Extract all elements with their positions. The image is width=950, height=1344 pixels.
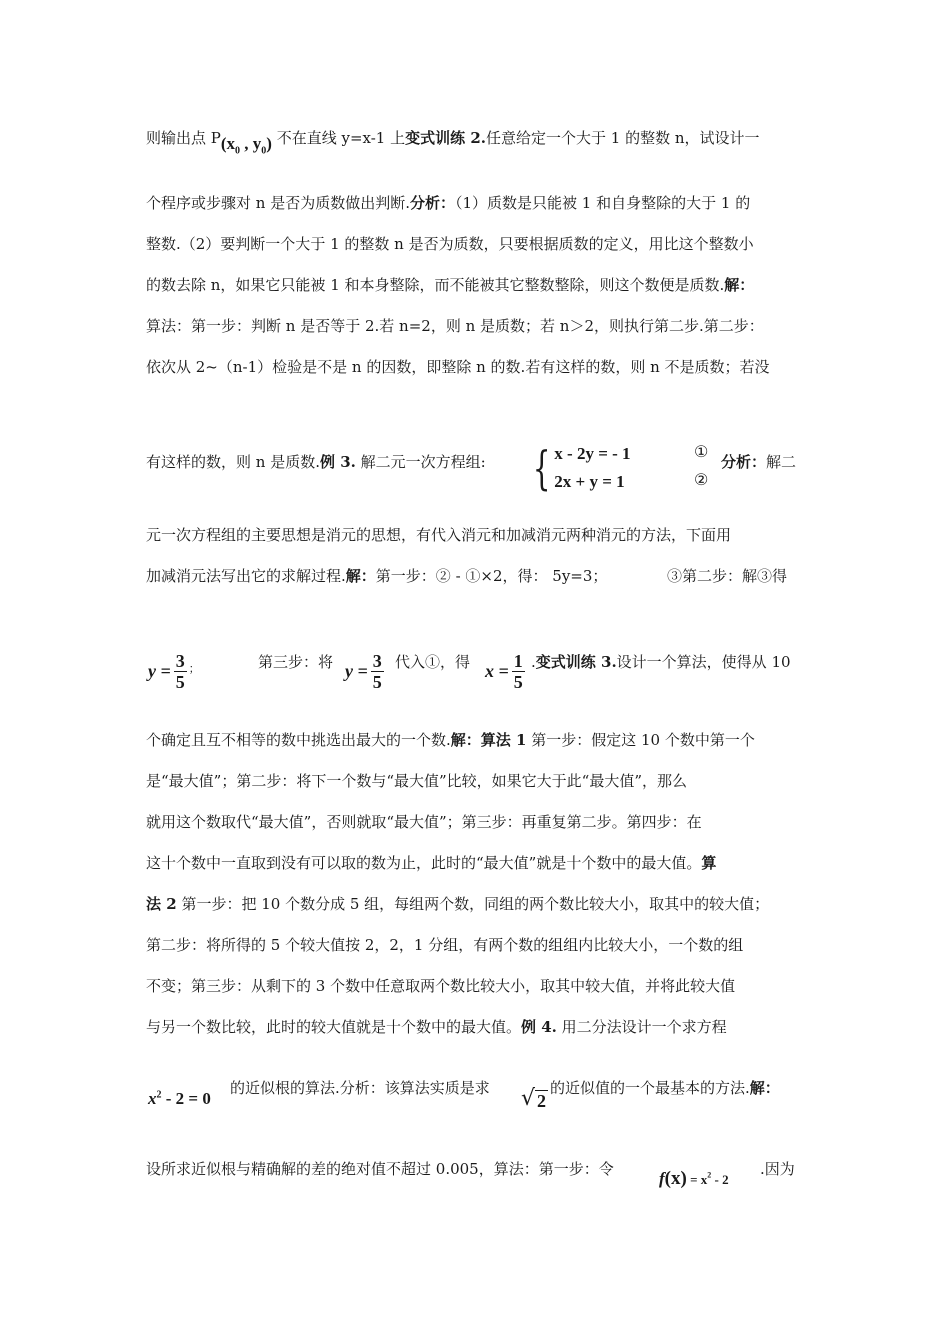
line-19-text: 的近似根的算法.分析：该算法实质是求 <box>230 1079 490 1097</box>
heading-example-3: 例 3. <box>319 453 356 471</box>
line-1 <box>146 128 760 155</box>
left-brace: { <box>532 441 551 495</box>
line-10-step3: 第三步：将 <box>258 653 334 671</box>
line-18: 与另一个数比较，此时的较大值就是十个数中的最大值。例 4. 用二分法设计一个求方程 <box>146 1018 727 1036</box>
heading-algorithm-2: 法 2 <box>146 895 177 913</box>
line-8: 元一次方程组的主要思想是消元的思想，有代入消元和加减消元两种消元的方法，下面用 <box>146 526 732 544</box>
label-analysis: 分析： <box>409 194 455 212</box>
line-10-tail: .变式训练 3.设计一个算法，使得从 10 <box>531 653 791 671</box>
line-4: 的数去除 n，如果它只能被 1 和本身整除，而不能被其它整数整除，则这个数便是质数.解： <box>146 276 755 294</box>
line-20: 设所求近似根与精确解的差的绝对值不超过 0.005，算法：第一步：令 <box>146 1160 614 1178</box>
equation-y-1: y = $\frac{3}{5}$ ； <box>148 651 200 692</box>
line-7-tail: 分析：解二 <box>721 453 797 471</box>
line-6: 依次从 2~（n-1）检验是不是 n 的因数，即整除 n 的数.若有这样的数，则 n 不是质数；若没 <box>146 358 770 376</box>
sqrt-2: √ 2 <box>521 1086 547 1111</box>
heading-algorithm-1: 算法 1 <box>480 731 527 749</box>
equation-2: 2x + y = 1 <box>554 472 625 491</box>
label-solution: 解： <box>724 276 755 294</box>
line-16: 第二步：将所得的 5 个较大值按 2，2，1 分组，有两个数的组组内比较大小，一个数的组 <box>146 936 744 954</box>
line-17: 不变；第三步：从剩下的 3 个数中任意取两个数比较大小，取其中较大值，并将此较大值 <box>146 977 736 995</box>
equation-mark-2: ② <box>694 470 709 489</box>
line-5: 算法：第一步：判断 n 是否等于 2.若 n=2，则 n 是质数；若 n＞2，则执行第二步.第二步： <box>146 317 764 335</box>
line-11: 个确定且互不相等的数中挑选出最大的一个数.解：算法 1 第一步：假定这 10 个数中第一个 <box>146 731 755 749</box>
line-14: 这十个数中一直取到没有可以取的数为止，此时的“最大值”就是十个数中的最大值。算 <box>146 854 717 872</box>
line-9-tail: ③第二步：解③得 <box>667 567 788 585</box>
line-9: 加减消元法写出它的求解过程.解：第一步：② - ①×2，得： 5y=3； <box>146 567 608 585</box>
equation-x: x = $\frac{1}{5}$ <box>485 651 523 692</box>
point-coordinates: ($x_0$ , $y_0$) <box>220 134 272 157</box>
equation-mark-1: ① <box>694 442 709 461</box>
equation-y-2: y = $\frac{3}{5}$ <box>345 651 382 692</box>
heading-example-4: 例 4. <box>521 1018 557 1036</box>
equation-1: x - 2y = - 1 <box>554 444 631 463</box>
line-19-tail: 的近似值的一个最基本的方法.解： <box>550 1079 780 1097</box>
function-f: $f(x) = x^2 - 2$ <box>659 1168 729 1189</box>
line-3: 整数.（2）要判断一个大于 1 的整数 n 是否为质数，只要根据质数的定义，用比这个整数小 <box>146 235 754 253</box>
line-12: 是“最大值”；第二步：将下一个数与“最大值”比较，如果它大于此“最大值”，那么 <box>146 772 688 790</box>
line-15: 法 2 第一步：把 10 个数分成 5 组，每组两个数，同组的两个数比较大小，取其中的较大值； <box>146 895 770 913</box>
text: 则输出点 P <box>146 129 221 147</box>
line-2: 个程序或步骤对 n 是否为质数做出判断.分析：（1）质数是只能被 1 和自身整除的大于 1 的 <box>146 194 751 212</box>
text: 任意给定一个大于 1 的整数 n，试设计一 <box>486 129 760 147</box>
line-7: 有这样的数，则 n 是质数.例 3. 解二元一次方程组: <box>146 453 486 471</box>
heading-variant-2: 变式训练 2. <box>405 129 487 147</box>
equations <box>554 440 630 496</box>
line-20-tail: .因为 <box>760 1160 795 1178</box>
line-13: 就用这个数取代“最大值”，否则就取“最大值”；第三步：再重复第二步。第四步：在 <box>146 813 702 831</box>
heading-variant-3: 变式训练 3. <box>535 653 617 671</box>
line-10-sub: 代入①，得 <box>395 653 471 671</box>
text: 不在直线 y=x-1 上 <box>271 129 406 147</box>
equation-x2-minus-2: $x^2 - 2 = 0$ <box>148 1089 211 1108</box>
equation-system <box>527 440 631 496</box>
